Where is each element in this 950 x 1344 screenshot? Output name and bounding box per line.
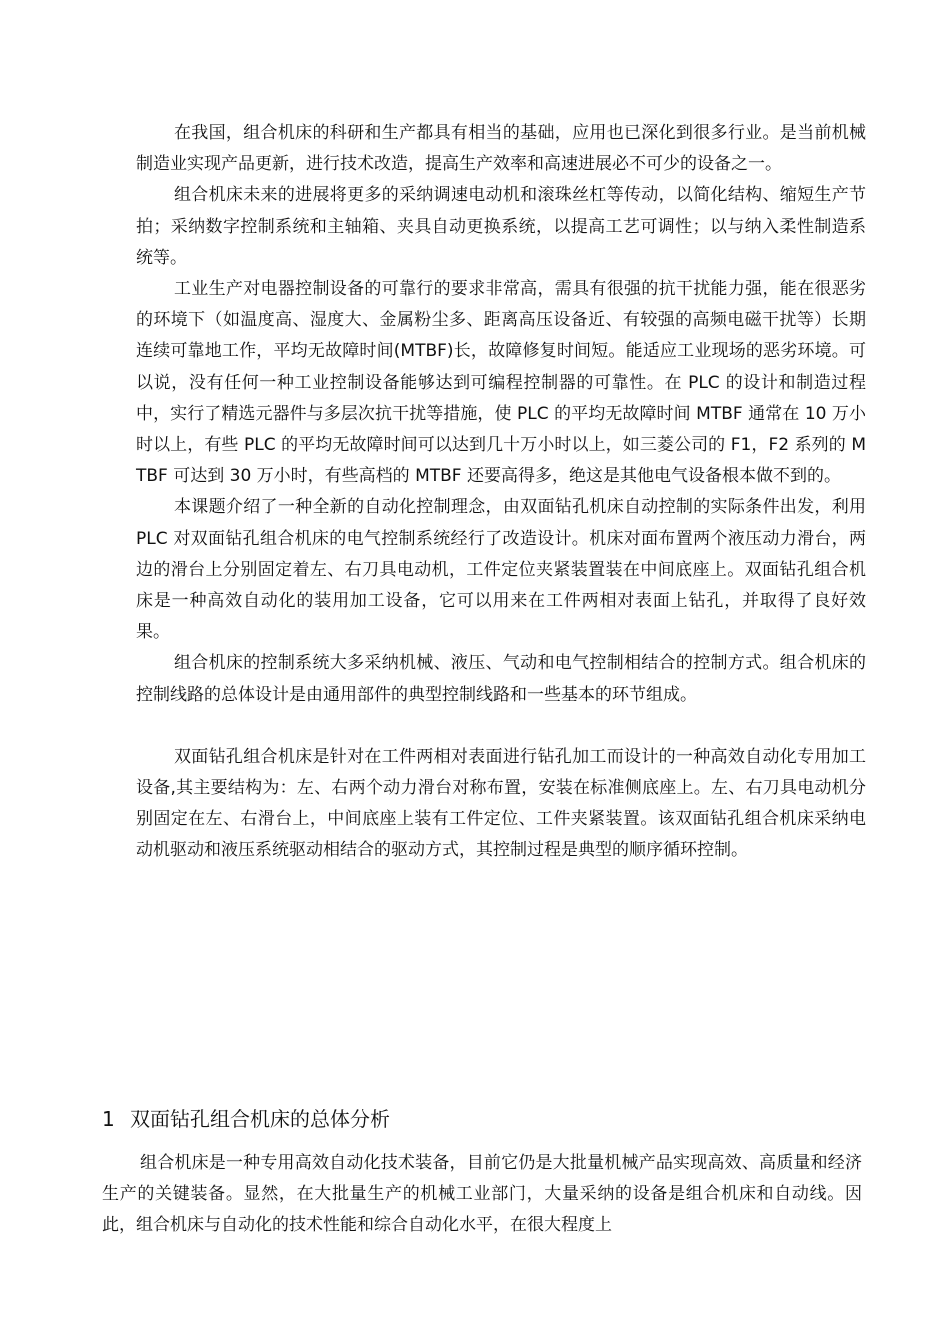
paragraph: 组合机床的控制系统大多采纳机械、液压、气动和电气控制相结合的控制方式。组合机床的控制线路的总体设计是由通用部件的典型控制线路和一些基本的环节组成。 (136, 653, 866, 705)
paragraph: 组合机床未来的进展将更多的采纳调速电动机和滚珠丝杠等传动，以简化结构、缩短生产节拍；采纳数字控制系统和主轴箱、夹具自动更换系统，以提高工艺可调性；以与纳入柔性制造系统等。 (136, 185, 866, 268)
paragraph-spacer (136, 711, 866, 742)
section-heading (102, 1104, 390, 1134)
section-number: 1 (102, 1107, 115, 1131)
paragraph: 组合机床是一种专用高效自动化技术装备，目前它仍是大批量机械产品实现高效、高质量和经济生产的关键装备。显然，在大批量生产的机械工业部门，大量采纳的设备是组合机床和自动线。因此，组合机床与自动化的技术性能和综合自动化水平，在很大程度上 (102, 1153, 862, 1236)
paragraph: 本课题介绍了一种全新的自动化控制理念，由双面钻孔机床自动控制的实际条件出发，利用 PLC 对双面钻孔组合机床的电气控制系统经行了改造设计。机床对面布置两个液压动力滑台，两边的滑台上分别固定着左、右刀具电动机，工件定位夹紧装置装在中间底座上。双面钻孔组合机床是一种高效自动化的装用加工设备，它可以用来在工件两相对表面上钻孔，并取得了良好效果。 (136, 497, 866, 643)
section-title: 双面钻孔组合机床的总体分析 (130, 1107, 390, 1131)
paragraph: 工业生产对电器控制设备的可靠行的要求非常高，需具有很强的抗干扰能力强，能在很恶劣的环境下（如温度高、湿度大、金属粉尘多、距离高压设备近、有较强的高频电磁干扰等）长期连续可靠地工作，平均无故障时间(MTBF)长，故障修复时间短。能适应工业现场的恶劣环境。可以说，没有任何一种工业控制设备能够达到可编程控制器的可靠性。在 PLC 的设计和制造过程中，实行了精选元器件与多层次抗干扰等措施，使 PLC 的平均无故障时间 MTBF 通常在 10 万小时以上，有些 PLC 的平均无故障时间可以达到几十万小时以上，如三菱公司的 F1，F2 系列的 MTBF 可达到 30 万小时，有些高档的 MTBF 还要高得多，绝这是其他电气设备根本做不到的。 (136, 279, 866, 487)
section-text-block (102, 1148, 862, 1242)
paragraph: 在我国，组合机床的科研和生产都具有相当的基础，应用也已深化到很多行业。是当前机械制造业实现产品更新，进行技术改造，提高生产效率和高速进展必不可少的设备之一。 (136, 123, 866, 175)
paragraph: 双面钻孔组合机床是针对在工件两相对表面进行钻孔加工而设计的一种高效自动化专用加工设备,其主要结构为：左、右两个动力滑台对称布置，安装在标准侧底座上。左、右刀具电动机分别固定在左、右滑台上，中间底座上装有工件定位、工件夹紧装置。该双面钻孔组合机床采纳电动机驱动和液压系统驱动相结合的驱动方式，其控制过程是典型的顺序循环控制。 (136, 746, 866, 861)
intro-text-block (136, 118, 866, 867)
